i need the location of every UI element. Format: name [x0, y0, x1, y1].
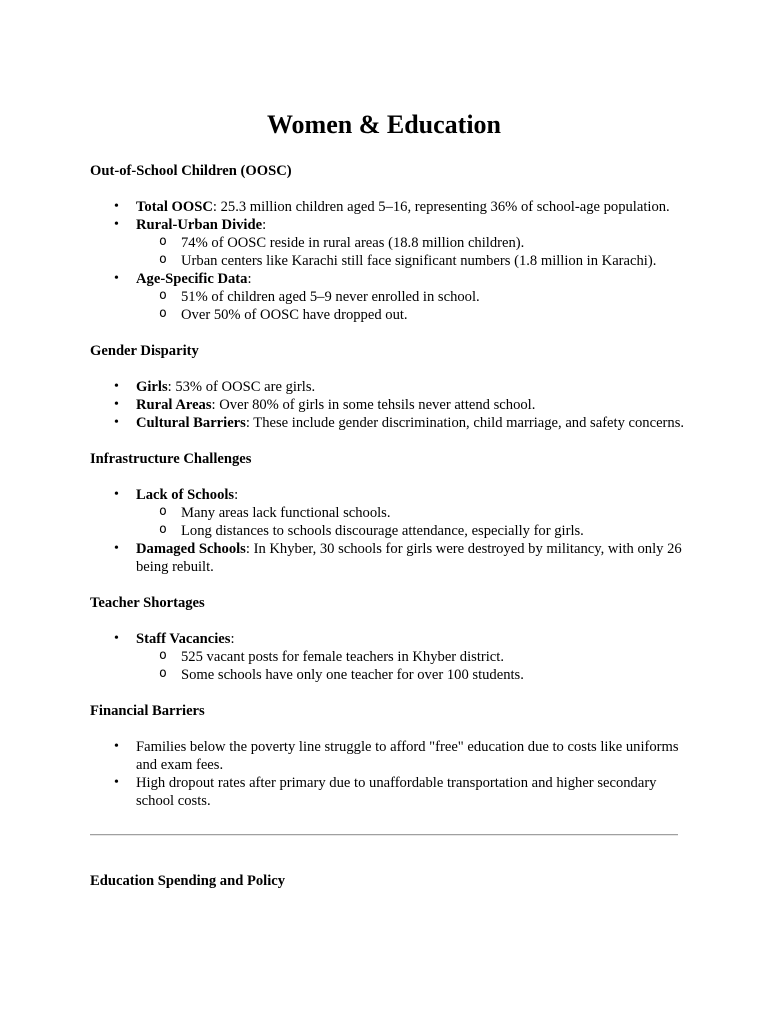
list-item [136, 396, 690, 414]
bullet-list [90, 738, 690, 810]
rule-wrap [90, 828, 690, 872]
sub-list-item: o 74% of OOSC reside in rural areas (18.8 million children). [181, 234, 690, 252]
list-item [136, 774, 690, 810]
section-heading: Financial Barriers [90, 703, 205, 719]
item-text: : [234, 487, 239, 503]
sub-list [136, 288, 690, 324]
section-heading: Infrastructure Challenges [90, 451, 252, 467]
document-body [90, 162, 690, 890]
list-item [136, 486, 690, 540]
item-label: Rural-Urban Divide [136, 217, 263, 233]
item-text: : 53% of OOSC are girls. [167, 379, 316, 395]
list-item [136, 270, 690, 324]
list-item [136, 630, 690, 684]
section-heading: Teacher Shortages [90, 595, 205, 611]
list-item [136, 216, 690, 270]
item-text: Families below the poverty line struggle to afford "free" education due to costs like uniforms and exam fees. [136, 739, 679, 773]
list-item [136, 738, 690, 774]
item-text: : [262, 217, 267, 233]
sub-list-item: o Over 50% of OOSC have dropped out. [181, 306, 690, 324]
item-label: Cultural Barriers [136, 415, 246, 431]
bullet-list [90, 630, 690, 684]
list-item [136, 414, 690, 432]
item-label: Rural Areas [136, 397, 212, 413]
sub-list [136, 234, 690, 270]
sub-list-item: o 51% of children aged 5–9 never enrolled in school. [181, 288, 690, 306]
item-label: Girls [136, 379, 168, 395]
section-heading: Gender Disparity [90, 343, 199, 359]
sub-list [136, 648, 690, 684]
item-text: : Over 80% of girls in some tehsils never attend school. [211, 397, 536, 413]
bullet-list [90, 378, 690, 432]
item-label: Lack of Schools [136, 487, 235, 503]
sub-list-item: o Some schools have only one teacher for over 100 students. [181, 666, 690, 684]
sub-list-item: o Long distances to schools discourage attendance, especially for girls. [181, 522, 690, 540]
bullet-list [90, 486, 690, 576]
item-text: : [247, 271, 252, 287]
item-label: Age-Specific Data [136, 271, 248, 287]
bullet-list [90, 198, 690, 324]
horizontal-rule [90, 834, 678, 836]
item-text: : These include gender discrimination, child marriage, and safety concerns. [245, 415, 685, 431]
sub-list-item: o 525 vacant posts for female teachers in Khyber district. [181, 648, 690, 666]
sub-list-item: o Many areas lack functional schools. [181, 504, 690, 522]
item-text: : In Khyber, 30 schools for girls were destroyed by militancy, with only 26 being rebuilt. [136, 541, 682, 575]
item-text: High dropout rates after primary due to unaffordable transportation and higher secondary school costs. [136, 775, 657, 809]
sub-list-item: o Urban centers like Karachi still face significant numbers (1.8 million in Karachi). [181, 252, 690, 270]
list-item [136, 540, 690, 576]
item-label: Total OOSC [136, 199, 213, 215]
list-item [136, 198, 690, 216]
item-text: : [230, 631, 235, 647]
page-title: Women & Education [266, 110, 502, 139]
sub-list [136, 504, 690, 540]
section-heading-education-spending: Education Spending and Policy [90, 873, 286, 889]
item-text: : 25.3 million children aged 5–16, representing 36% of school-age population. [212, 199, 670, 215]
list-item [136, 378, 690, 396]
sections-container [90, 162, 690, 810]
section-heading: Out-of-School Children (OOSC) [90, 163, 292, 179]
item-label: Staff Vacancies [136, 631, 231, 647]
item-label: Damaged Schools [136, 541, 246, 557]
